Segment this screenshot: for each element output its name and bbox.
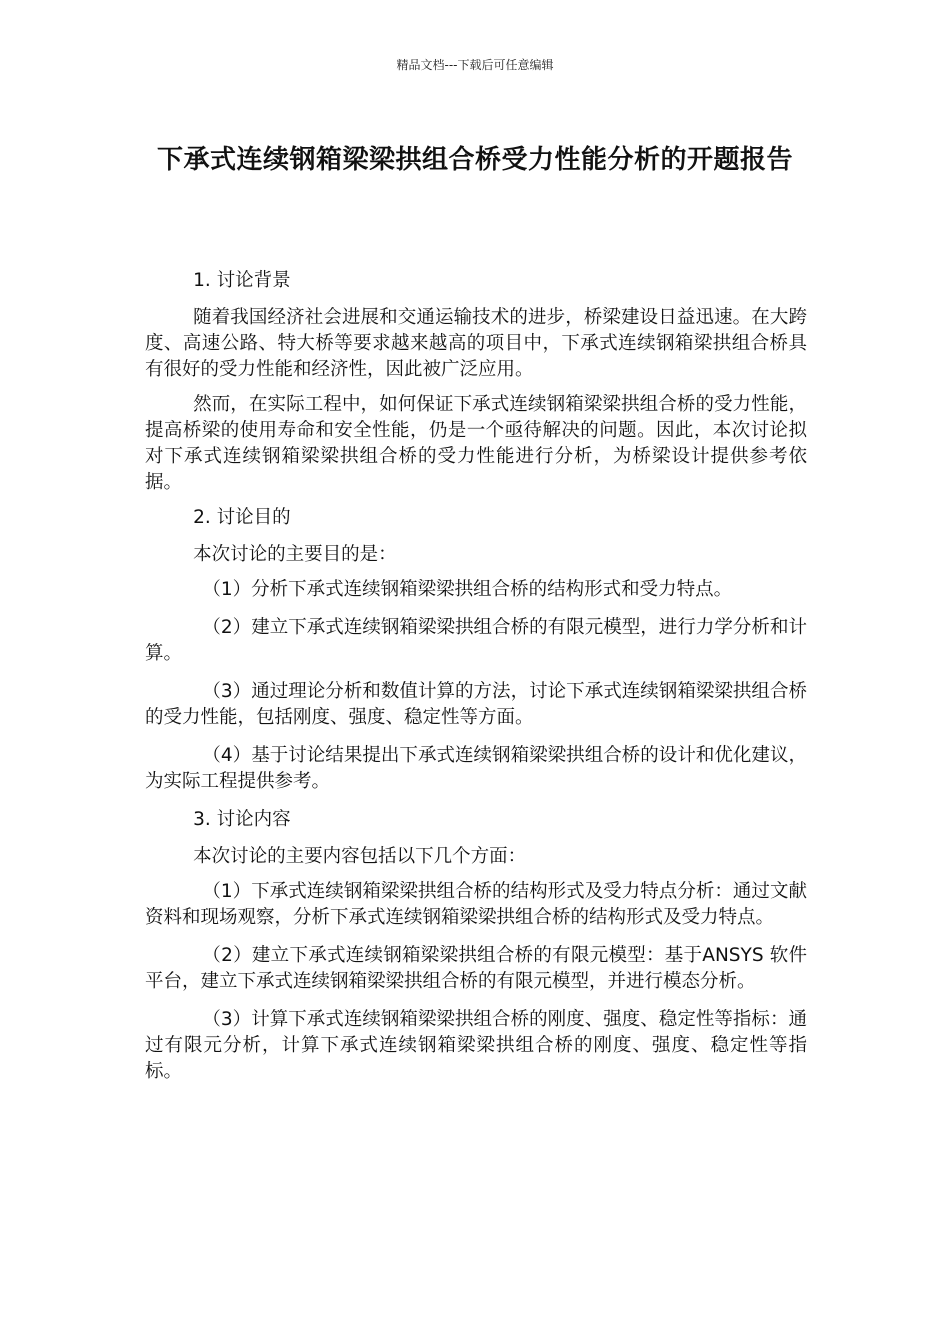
- paragraph-purpose-intro: 本次讨论的主要目的是：: [193, 544, 397, 565]
- list-item-content-3: （3）计算下承式连续钢箱梁梁拱组合桥的刚度、强度、稳定性等指标：通过有限元分析，计算下承式连续钢箱梁梁拱组合桥的刚度、强度、稳定性等指标。: [145, 1009, 807, 1082]
- section-heading-purpose: 2. 讨论目的: [193, 507, 291, 528]
- document-body: [145, 268, 807, 1097]
- list-item-purpose-4: （4）基于讨论结果提出下承式连续钢箱梁梁拱组合桥的设计和优化建议，为实际工程提供参考。: [145, 745, 807, 792]
- list-item-purpose-3: （3）通过理论分析和数值计算的方法，讨论下承式连续钢箱梁梁拱组合桥的受力性能，包括刚度、强度、稳定性等方面。: [145, 681, 807, 728]
- list-item-content-1: （1）下承式连续钢箱梁梁拱组合桥的结构形式及受力特点分析：通过文献资料和现场观察，分析下承式连续钢箱梁梁拱组合桥的结构形式及受力特点。: [145, 881, 807, 928]
- document-title: 下承式连续钢箱梁梁拱组合桥受力性能分析的开题报告: [156, 145, 793, 175]
- section-heading-content: 3. 讨论内容: [193, 809, 291, 830]
- list-item-content-2: （2）建立下承式连续钢箱梁梁拱组合桥的有限元模型：基于ANSYS 软件平台，建立下承式连续钢箱梁梁拱组合桥的有限元模型，并进行模态分析。: [145, 945, 807, 992]
- list-item-purpose-1: （1）分析下承式连续钢箱梁梁拱组合桥的结构形式和受力特点。: [202, 579, 733, 600]
- paragraph-background-2: 然而，在实际工程中，如何保证下承式连续钢箱梁梁拱组合桥的受力性能，提高桥梁的使用寿命和安全性能，仍是一个亟待解决的问题。因此，本次讨论拟对下承式连续钢箱梁梁拱组合桥的受力性能进行分析，为桥梁设计提供参考依据。: [145, 394, 807, 493]
- list-item-purpose-2: （2）建立下承式连续钢箱梁梁拱组合桥的有限元模型，进行力学分析和计算。: [145, 617, 807, 664]
- paragraph-background-1: 随着我国经济社会进展和交通运输技术的进步，桥梁建设日益迅速。在大跨度、高速公路、特大桥等要求越来越高的项目中，下承式连续钢箱梁拱组合桥具有很好的受力性能和经济性，因此被广泛应用。: [145, 307, 807, 380]
- section-heading-background: 1. 讨论背景: [193, 270, 291, 291]
- paragraph-content-intro: 本次讨论的主要内容包括以下几个方面：: [193, 846, 527, 867]
- page-header: 精品文档---下载后可任意编辑: [396, 58, 554, 72]
